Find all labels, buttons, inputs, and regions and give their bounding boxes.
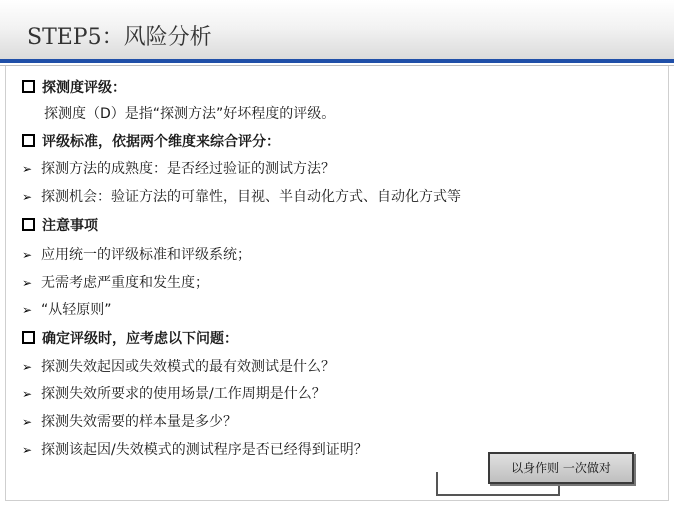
arrow-bullet-icon: ➢ (22, 415, 33, 429)
bullet-item (22, 298, 112, 322)
arrow-bullet-icon: ➢ (22, 303, 33, 317)
hollow-square-bullet-icon (22, 218, 35, 231)
arrow-bullet-icon: ➢ (22, 443, 33, 457)
bullet-item (22, 355, 335, 379)
hollow-square-bullet-icon (22, 331, 35, 344)
frame-bottom-edge (5, 500, 669, 501)
body-text (44, 102, 335, 126)
hollow-square-bullet-icon (22, 80, 35, 93)
line-text: 探测度评级： (42, 80, 126, 96)
line-text: 评级标准，依据两个维度来综合评分： (42, 134, 280, 150)
bullet-item (22, 157, 335, 181)
hollow-square-bullet-icon (22, 134, 35, 147)
line-text: 探测失效起因或失效模式的最有效测试是什么？ (41, 359, 335, 375)
line-text: 探测方法的成熟度：是否经过验证的测试方法？ (41, 161, 335, 177)
line-text: 探测该起因/失效模式的测试程序是否已经得到证明？ (41, 442, 368, 458)
line-text: 探测失效所要求的使用场景/工作周期是什么？ (41, 386, 326, 402)
bullet-item (22, 382, 326, 406)
frame-right-edge (668, 66, 669, 500)
line-text: 探测失效需要的样本量是多少？ (41, 414, 237, 430)
line-text: 确定评级时，应考虑以下问题： (42, 331, 238, 347)
section-heading (22, 214, 98, 238)
section-heading (22, 76, 126, 100)
frame-left-edge (5, 66, 6, 500)
motto-stamp (488, 452, 634, 484)
arrow-bullet-icon: ➢ (22, 248, 33, 262)
line-text: 无需考虑严重度和发生度； (41, 275, 209, 291)
title-underline-accent (0, 59, 674, 63)
slide-title: STEP5：风险分析 (27, 25, 212, 50)
arrow-bullet-icon: ➢ (22, 190, 33, 204)
arrow-bullet-icon: ➢ (22, 162, 33, 176)
section-heading (22, 130, 280, 154)
arrow-bullet-icon: ➢ (22, 276, 33, 290)
line-text: “从轻原则” (41, 302, 112, 318)
bullet-item (22, 410, 237, 434)
bullet-item (22, 185, 461, 209)
line-text: 探测机会：验证方法的可靠性，目视、半自动化方式、自动化方式等 (41, 189, 461, 205)
title-underline-thin (0, 65, 674, 66)
bullet-item (22, 438, 368, 462)
line-text: 探测度（D）是指“探测方法”好坏程度的评级。 (44, 106, 336, 122)
arrow-bullet-icon: ➢ (22, 360, 33, 374)
line-text: 应用统一的评级标准和评级系统； (41, 247, 251, 263)
line-text: 注意事项 (42, 218, 98, 234)
bullet-item (22, 243, 251, 267)
arrow-bullet-icon: ➢ (22, 387, 33, 401)
section-heading (22, 327, 238, 351)
bullet-item (22, 271, 209, 295)
motto-text: 以身作则 一次做对 (511, 461, 611, 475)
